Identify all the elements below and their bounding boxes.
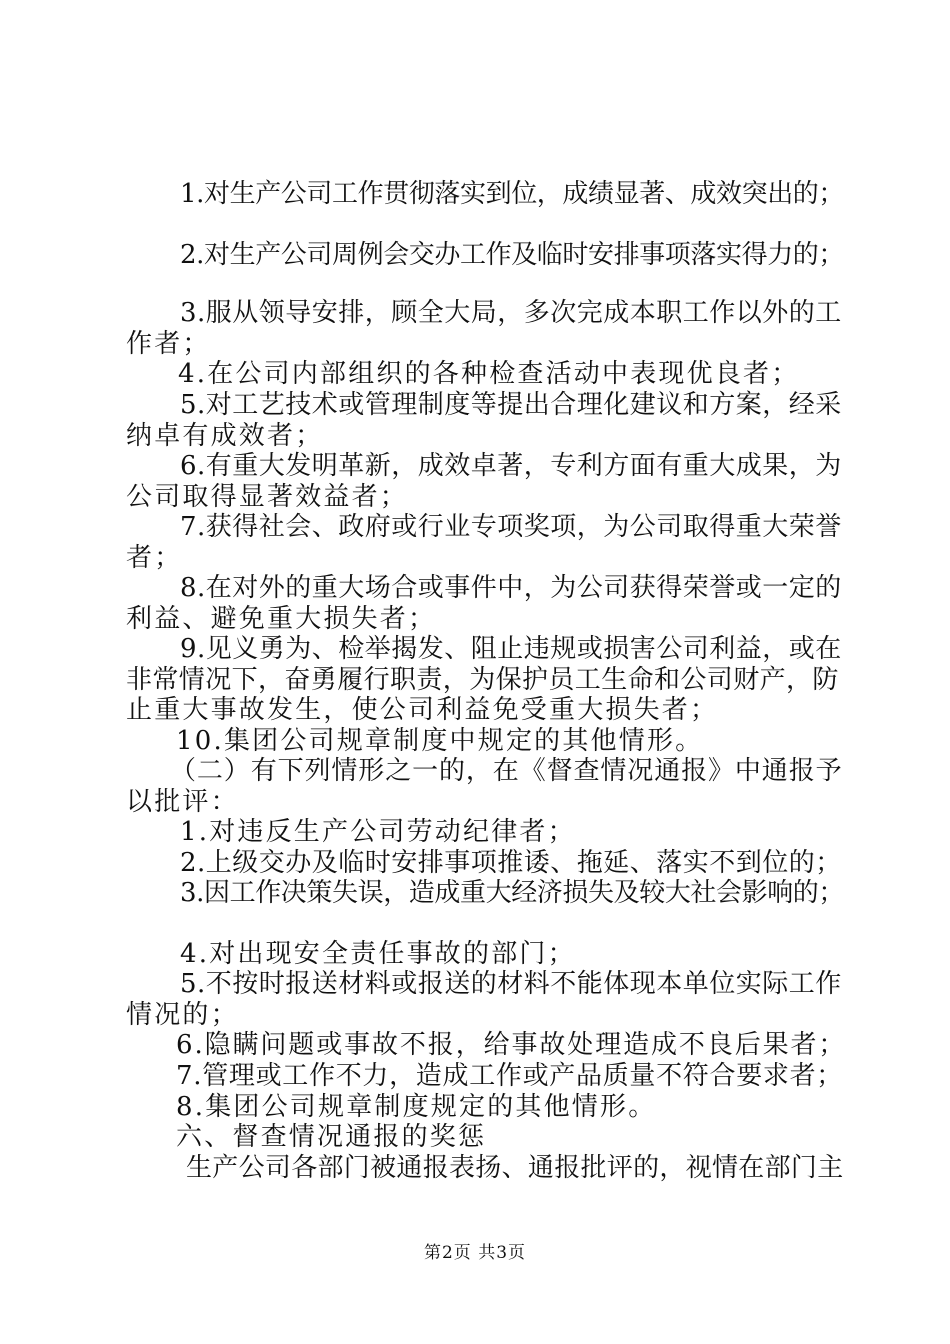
- text-line: 8.在对外的重大场合或事件中，为公司获得荣誉或一定的: [180, 573, 842, 603]
- text-line: 6.隐瞒问题或事故不报，给事故处理造成不良后果者；: [176, 1030, 847, 1060]
- text-line: 者；: [126, 543, 183, 573]
- text-line: 7.管理或工作不力，造成工作或产品质量不符合要求者；: [176, 1061, 844, 1091]
- text-line: 10.集团公司规章制度中规定的其他情形。: [176, 726, 704, 756]
- text-line: 公司取得显著效益者；: [126, 482, 409, 512]
- text-line: 9.见义勇为、检举揭发、阻止违规或损害公司利益，或在: [180, 634, 842, 664]
- text-line: 以批评：: [126, 787, 239, 817]
- section-heading: 六、督查情况通报的奖惩: [176, 1122, 487, 1152]
- text-line: 5.对工艺技术或管理制度等提出合理化建议和方案，经采: [180, 390, 842, 420]
- text-line: 4.对出现安全责任事故的部门；: [180, 939, 576, 969]
- text-line: 非常情况下，奋勇履行职责，为保护员工生命和公司财产，防: [126, 665, 839, 695]
- text-line: 7.获得社会、政府或行业专项奖项，为公司取得重大荣誉: [180, 512, 842, 542]
- text-line: 6.有重大发明革新，成效卓著，专利方面有重大成果，为: [180, 451, 842, 481]
- text-line: 生产公司各部门被通报表扬、通报批评的，视情在部门主: [186, 1153, 844, 1183]
- text-line: 5.不按时报送材料或报送的材料不能体现本单位实际工作: [180, 969, 842, 999]
- text-line: （二）有下列情形之一的，在《督查情况通报》中通报予: [170, 756, 843, 786]
- text-line: 3.因工作决策失误，造成重大经济损失及较大社会影响的；: [180, 878, 845, 908]
- text-line: 纳卓有成效者；: [126, 421, 324, 451]
- text-line: 1.对违反生产公司劳动纪律者；: [180, 817, 576, 847]
- text-line: 作者；: [126, 329, 211, 359]
- text-line: 3.服从领导安排，顾全大局，多次完成本职工作以外的工: [180, 298, 842, 328]
- text-line: 止重大事故发生，使公司利益免受重大损失者；: [126, 695, 719, 725]
- text-line: 1.对生产公司工作贯彻落实到位，成绩显著、成效突出的；: [180, 179, 845, 209]
- text-line: 2.上级交办及临时安排事项推诿、拖延、落实不到位的；: [180, 848, 842, 878]
- text-line: 4.在公司内部组织的各种检查活动中表现优良者；: [178, 359, 800, 389]
- text-line: 利益、避免重大损失者；: [126, 604, 437, 634]
- text-line: 情况的；: [126, 1000, 239, 1030]
- text-line: 8.集团公司规章制度规定的其他情形。: [176, 1092, 657, 1122]
- page-footer: 第2页 共3页: [423, 1243, 527, 1263]
- text-line: 2.对生产公司周例会交办工作及临时安排事项落实得力的；: [180, 240, 845, 270]
